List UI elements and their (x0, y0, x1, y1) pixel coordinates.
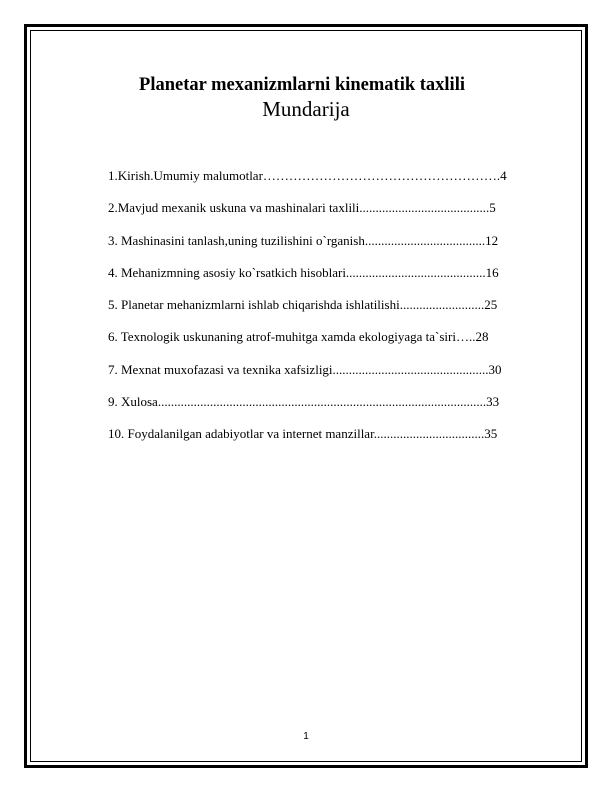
toc-entry-conclusion: 9. Xulosa.....................................................................................................33 (108, 394, 500, 410)
toc-entry-mechanism-calculations: 4. Mehanizmning asosiy ko`rsatkich hisoblari...........................................16 (108, 264, 499, 280)
toc-entry-machine-selection: 3. Mashinasini tanlash,uning tuzilishini o`rganish.....................................12 (108, 232, 499, 248)
contents-heading: Mundarija (262, 97, 350, 121)
toc-entry-introduction: 1.Kirish.Umumiy malumotlar……………………………………………….4 (108, 168, 507, 183)
document-title: Planetar mexanizmlarni kinematik taxlili (139, 75, 465, 95)
toc-entry-environmental-impact: 6. Texnologik uskunaning atrof-muhitga xamda ekologiyaga ta`siri…..28 (108, 329, 489, 345)
document-heading (0, 74, 612, 122)
toc-entry-existing-equipment: 2.Mavjud mexanik uskuna va mashinalari taxlili........................................5 (108, 200, 496, 216)
toc-entry-labor-safety: 7. Mexnat muxofazasi va texnika xafsizligi................................................30 (108, 361, 502, 377)
page-number: 1 (303, 731, 309, 742)
toc-entry-planetary-usage: 5. Planetar mehanizmlarni ishlab chiqarishda ishlatilishi..........................25 (108, 297, 498, 313)
toc-entry-references: 10. Foydalanilgan adabiyotlar va internet manzillar..................................35 (108, 426, 498, 442)
table-of-contents (108, 168, 538, 459)
